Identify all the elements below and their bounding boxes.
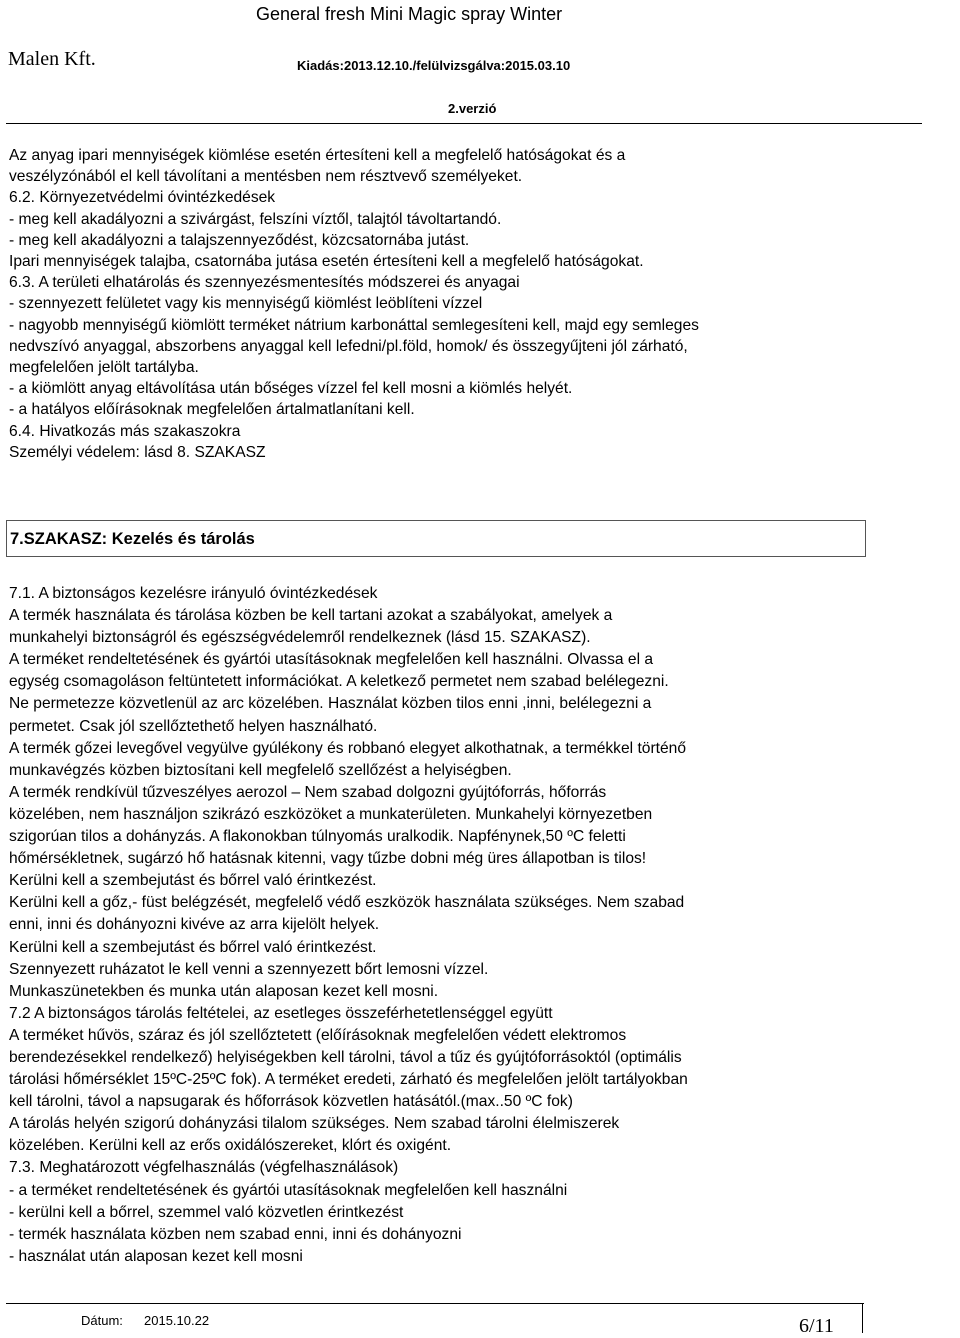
text-line: - meg kell akadályozni a szivárgást, felszíni víztől, talajtól távoltartandó.	[9, 210, 502, 228]
text-line: - nagyobb mennyiségű kiömlött terméket nátrium karbonáttal semlegesíteni kell, majd egy semleges	[9, 316, 699, 334]
text-line: A termék gőzei levegővel vegyülve gyúlékony és robbanó elegyet alkothatnak, a termékkel történő	[9, 739, 686, 757]
text-line: permetet. Csak jól szellőztethető helyen használható.	[9, 717, 378, 735]
text-line: Kerülni kell a szembejutást és bőrrel való érintkezést.	[9, 872, 377, 890]
text-line: - meg kell akadályozni a talajszennyeződést, közcsatornába jutást.	[9, 231, 470, 249]
text-line: - szennyezett felületet vagy kis mennyiségű kiömlést leöblíteni vízzel	[9, 295, 483, 313]
subsection-heading: 6.3. A területi elhatárolás és szennyezésmentesítés módszerei és anyagai	[9, 274, 520, 292]
text-line: A termék rendkívül tűzveszélyes aerozol – Nem szabad dolgozni gyújtóforrás, hőforrás	[9, 783, 607, 801]
text-line: enni, inni és dohányozni kivéve az arra kijelölt helyek.	[9, 916, 380, 934]
text-line: - a hatályos előírásoknak megfelelően ártalmatlanítani kell.	[9, 401, 415, 419]
text-line: Kerülni kell a szembejutást és bőrrel való érintkezést.	[9, 938, 377, 956]
subsection-heading: 7.1. A biztonságos kezelésre irányuló óvintézkedések	[9, 585, 378, 602]
footer-rule	[6, 1303, 864, 1304]
header-rule	[6, 123, 922, 124]
text-line: - a terméket rendeltetésének és gyártói utasításoknak megfelelően kell használni	[9, 1181, 568, 1199]
text-line: hőmérsékletnek, sugárzó hő hatásnak kitenni, vagy tűzbe dobni még üres állapotban is tilos!	[9, 850, 647, 868]
document-title: General fresh Mini Magic spray Winter	[256, 4, 563, 24]
subsection-heading: 6.2. Környezetvédelmi óvintézkedések	[9, 189, 276, 207]
text-line: veszélyzónából el kell távolítani a mentésben nem résztvevő személyeket.	[9, 168, 523, 186]
text-line: - termék használata közben nem szabad enni, inni és dohányozni	[9, 1225, 462, 1243]
issue-date: Kiadás:2013.12.10./felülvizsgálva:2015.03.10	[297, 58, 571, 73]
text-line: - a kiömlött anyag eltávolítása után bőséges vízzel fel kell mosni a kiömlés helyét.	[9, 380, 573, 398]
section-7-heading-box	[6, 520, 866, 557]
text-line: szigorúan tilos a dohányzás. A flakonokban túlnyomás uralkodik. Napfénynek,50 ºC feletti	[9, 828, 626, 846]
section-7-title: 7.SZAKASZ: Kezelés és tárolás	[10, 530, 255, 548]
text-line: A terméket rendeltetésének és gyártói utasításoknak megfelelően kell használni. Olvassa el a	[9, 651, 654, 669]
text-line: egység csomagoláson feltüntetett információkat. A keletkező permetet nem szabad belélegezni.	[9, 673, 669, 691]
text-line: közelében, nem használjon szikrázó eszközöket a munkaterületen. Munkahelyi környezetben	[9, 805, 653, 823]
company-name: Malen Kft.	[8, 48, 96, 70]
text-line: A tárolás helyén szigorú dohányzási tilalom szükséges. Nem szabad tárolni élelmiszerek	[9, 1115, 620, 1133]
text-line: Ne permetezze közvetlenül az arc közelében. Használat közben tilos enni ,inni, belélegezni a	[9, 695, 652, 713]
version-label: 2.verzió	[448, 101, 497, 116]
text-line: Személyi védelem: lásd 8. SZAKASZ	[9, 443, 266, 461]
text-line: nedvszívó anyaggal, abszorbens anyaggal kell lefedni/pl.föld, homok/ és összegyűjteni jól zárható,	[9, 337, 688, 355]
text-line: tárolási hőmérséklet 15ºC-25ºC fok). A terméket eredeti, zárható és megfelelően jelölt tartályokban	[9, 1071, 688, 1089]
subsection-heading: 6.4. Hivatkozás más szakaszokra	[9, 422, 241, 440]
text-line: A terméket hűvös, száraz és jól szellőztetett (előírásoknak megfelelően védett elektromos	[9, 1026, 627, 1044]
footer-date-value: 2015.10.22	[144, 1313, 210, 1328]
page-number: 6/11	[799, 1315, 834, 1337]
section-7-text	[9, 583, 924, 1268]
text-line: - kerülni kell a bőrrel, szemmel való közvetlen érintkezést	[9, 1203, 404, 1221]
text-line: Ipari mennyiségek talajba, csatornába jutása esetén értesíteni kell a megfelelő hatóságokat.	[9, 253, 644, 271]
text-line: A termék használata és tárolása közben be kell tartani azokat a szabályokat, amelyek a	[9, 607, 613, 625]
text-line: közelében. Kerülni kell az erős oxidálószereket, klórt és oxigént.	[9, 1137, 452, 1155]
text-line: munkahelyi biztonságról és egészségvédelemről rendelkeznek (lásd 15. SZAKASZ).	[9, 629, 591, 647]
text-line: Munkaszünetekben és munka után alaposan kezet kell mosni.	[9, 982, 439, 1000]
text-line: megfelelően jelölt tartályba.	[9, 359, 199, 377]
text-line: Szennyezett ruházatot le kell venni a szennyezett bőrt lemosni vízzel.	[9, 960, 489, 978]
subsection-heading: 7.2 A biztonságos tárolás feltételei, az esetleges összeférhetetlenséggel együtt	[9, 1004, 553, 1022]
text-line: Kerülni kell a gőz,- füst belégzését, megfelelő védő eszközök használata szükséges. Nem szabad	[9, 894, 685, 912]
text-line: Az anyag ipari mennyiségek kiömlése esetén értesíteni kell a megfelelő hatóságokat és a	[9, 147, 626, 164]
footer-date-label: Dátum:	[81, 1313, 123, 1328]
section-6-text	[9, 145, 924, 463]
text-line: berendezésekkel rendelkező) helyiségekben kell tárolni, távol a tűz és gyújtóforrásoktól (optimális	[9, 1048, 682, 1066]
subsection-heading: 7.3. Meghatározott végfelhasználás (végfelhasználások)	[9, 1159, 399, 1177]
text-line: kell tárolni, távol a napsugarak és hőforrások közvetlen hatásától.(max..50 ºC fok)	[9, 1093, 573, 1111]
footer-rule-divider	[862, 1303, 863, 1333]
text-line: - használat után alaposan kezet kell mosni	[9, 1247, 303, 1265]
text-line: munkavégzés közben biztosítani kell megfelelő szellőzést a helyiségben.	[9, 761, 512, 779]
